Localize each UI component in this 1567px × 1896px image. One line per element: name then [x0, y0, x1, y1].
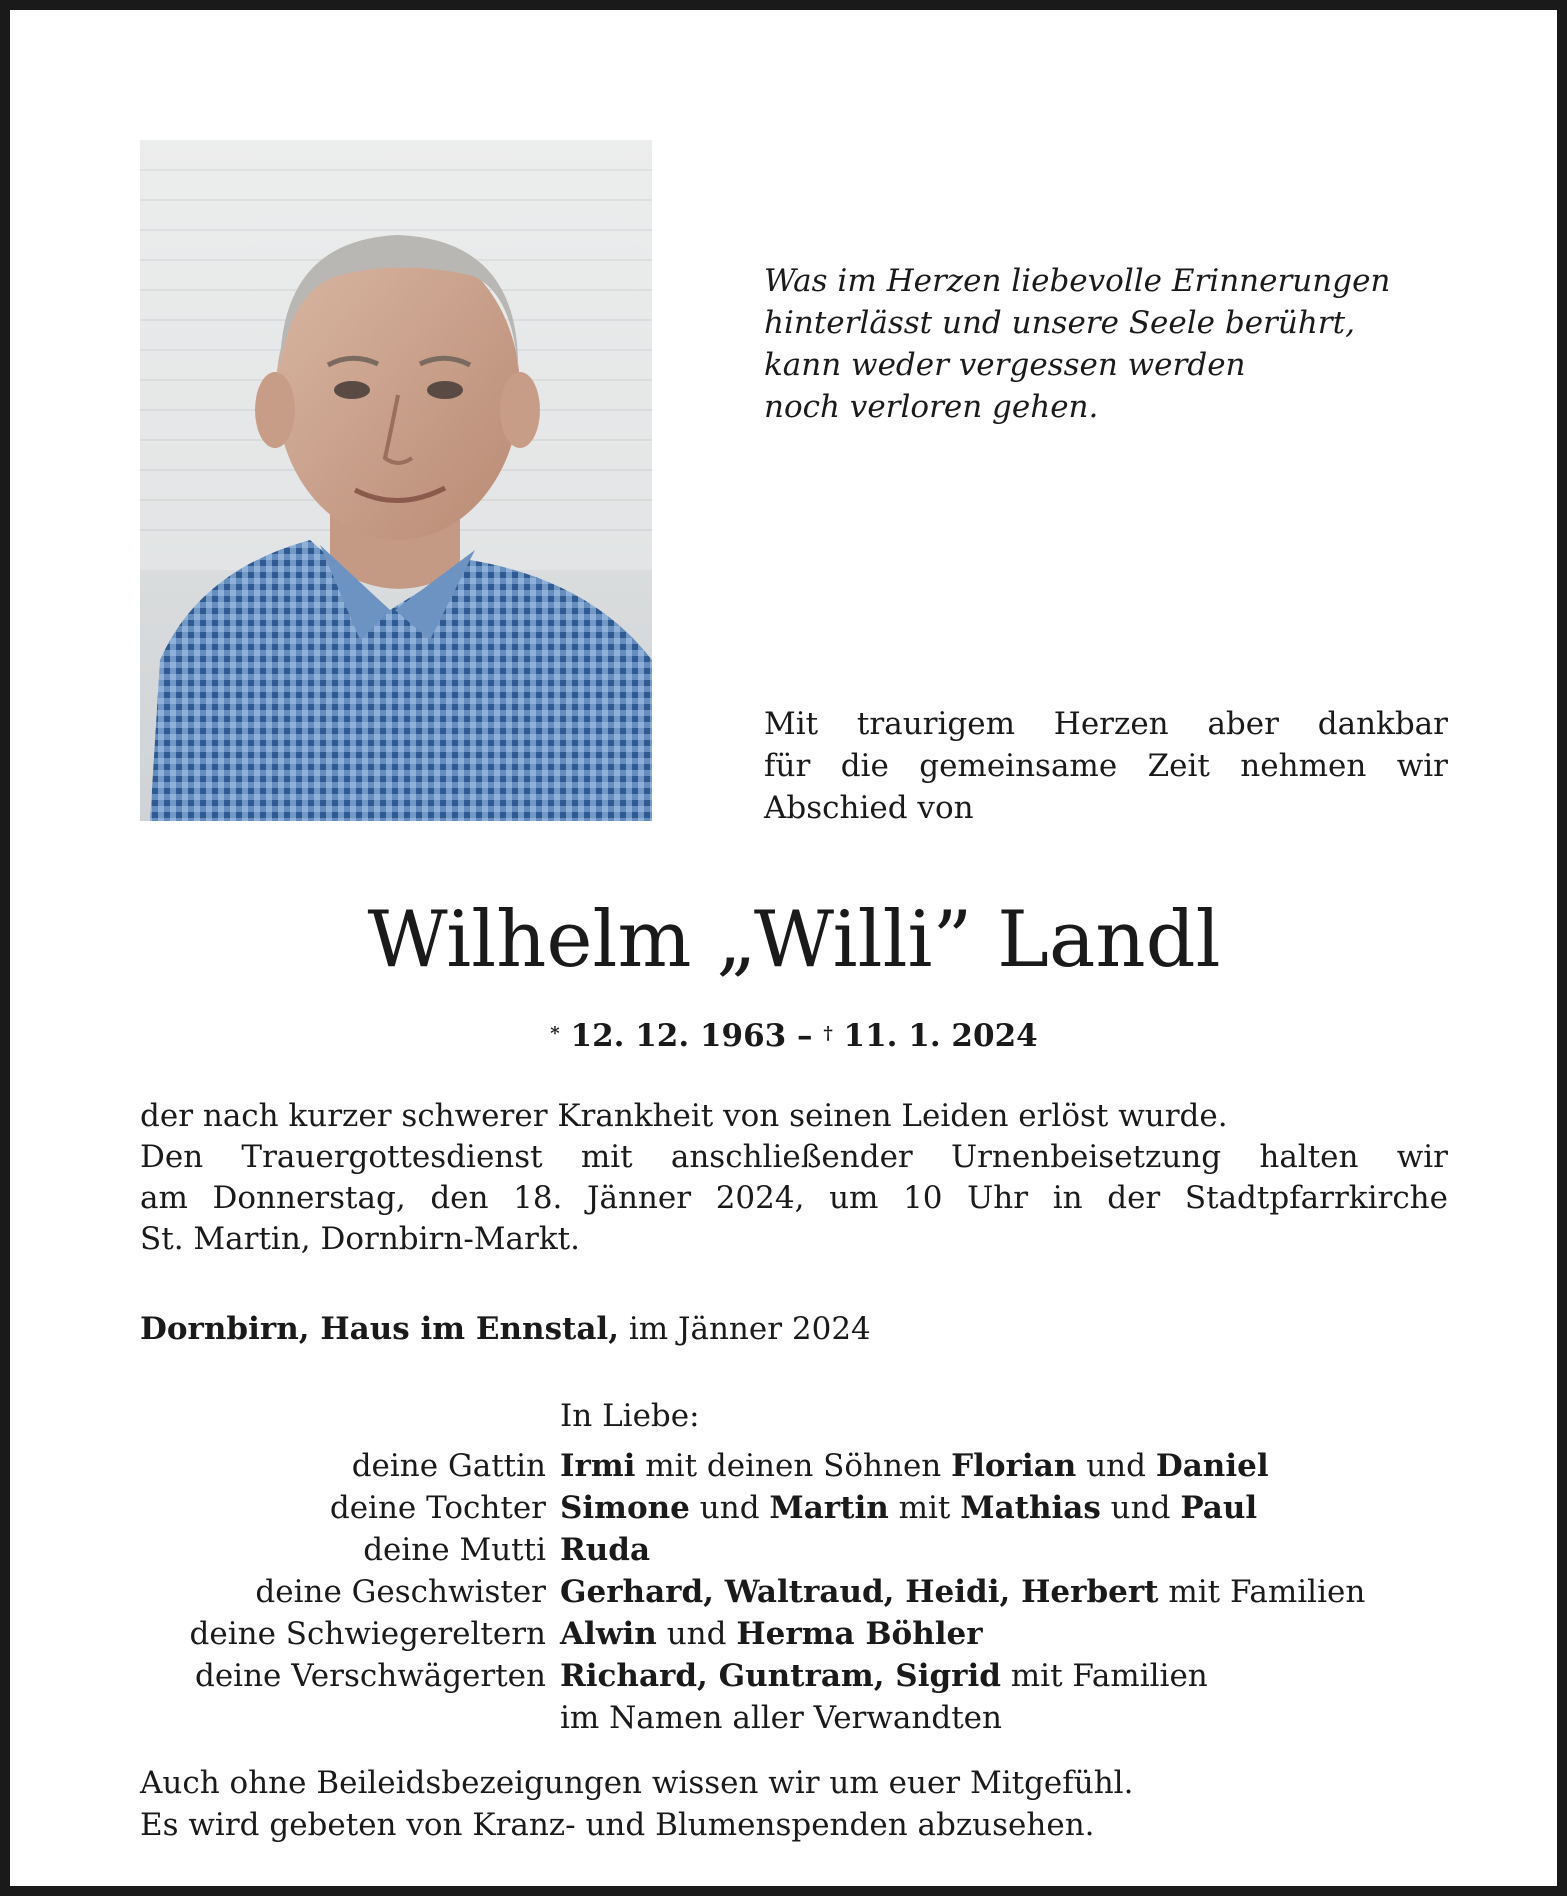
- family-member-name: Gerhard, Waltraud, Heidi, Herbert: [560, 1574, 1159, 1610]
- deceased-name: Wilhelm „Willi” Landl: [367, 895, 1221, 985]
- intro-line: Abschied von: [764, 790, 974, 826]
- family-member-name: Mathias: [960, 1490, 1101, 1526]
- body-line: am Donnerstag, den 18. Jänner 2024, um 10 Uhr in der Stadtpfarrkirche: [140, 1180, 1448, 1216]
- family-relation: [140, 1697, 560, 1739]
- date-separator: –: [786, 1018, 824, 1054]
- family-connector: und: [1100, 1490, 1181, 1526]
- death-symbol: †: [823, 1023, 833, 1044]
- body-line: St. Martin, Dornbirn-Markt.: [140, 1221, 580, 1257]
- family-member-name: Irmi: [560, 1448, 636, 1484]
- family-row: [140, 1487, 1480, 1529]
- closing-line: Auch ohne Beileidsbezeigungen wissen wir um euer Mitgefühl.: [140, 1765, 1134, 1801]
- body-line: der nach kurzer schwerer Krankheit von seinen Leiden erlöst wurde.: [140, 1098, 1228, 1134]
- family-row: [140, 1445, 1480, 1487]
- family-row: [140, 1571, 1480, 1613]
- portrait-illustration: [140, 140, 652, 821]
- family-relation: deine Tochter: [329, 1490, 546, 1526]
- quote-line: kann weder vergessen werden: [764, 347, 1246, 383]
- family-connector: mit deinen Söhnen: [635, 1448, 952, 1484]
- family-connector: mit Familien: [1158, 1574, 1366, 1610]
- family-member-name: Ruda: [560, 1532, 651, 1568]
- death-date: 11. 1. 2024: [843, 1018, 1038, 1054]
- intro-line: Mit traurigem Herzen aber dankbar: [764, 706, 1448, 742]
- family-names: [560, 1529, 1480, 1571]
- family-member-name: Richard, Guntram, Sigrid: [560, 1658, 1001, 1694]
- family-relation: deine Geschwister: [255, 1574, 546, 1610]
- place-date: im Jänner 2024: [619, 1311, 871, 1347]
- family-member-name: Alwin: [560, 1616, 657, 1652]
- family-relation: deine Schwiegereltern: [189, 1616, 546, 1652]
- family-names: [560, 1487, 1480, 1529]
- family-connector: und: [689, 1490, 770, 1526]
- family-names: [560, 1445, 1480, 1487]
- family-member-name: Paul: [1180, 1490, 1258, 1526]
- intro-line: für die gemeinsame Zeit nehmen wir: [764, 748, 1448, 784]
- family-row: [140, 1697, 1480, 1739]
- family-names: [560, 1613, 1480, 1655]
- place-and-date: [140, 1308, 1448, 1350]
- service-announcement: [140, 1096, 1448, 1260]
- life-dates: [140, 1015, 1448, 1057]
- family-relation: deine Gattin: [351, 1448, 546, 1484]
- family-names: [560, 1571, 1480, 1613]
- closing-line: Es wird gebeten von Kranz- und Blumenspenden abzusehen.: [140, 1807, 1095, 1843]
- birth-date: 12. 12. 1963: [570, 1018, 787, 1054]
- portrait-photo: [140, 140, 652, 821]
- body-line: Den Trauergottesdienst mit anschließender Urnenbeisetzung halten wir: [140, 1139, 1448, 1175]
- family-member-name: Simone: [560, 1490, 690, 1526]
- family-row: [140, 1529, 1480, 1571]
- family-names: [560, 1655, 1480, 1697]
- family-connector: und: [1076, 1448, 1156, 1484]
- birth-symbol: *: [550, 1023, 560, 1044]
- memorial-quote: [764, 260, 1464, 428]
- family-list: [140, 1445, 1480, 1739]
- farewell-intro: [764, 703, 1448, 829]
- family-relation: deine Mutti: [363, 1532, 546, 1568]
- family-relation: deine Verschwägerten: [194, 1658, 546, 1694]
- family-member-name: Herma Böhler: [736, 1616, 983, 1652]
- closing-note: [140, 1762, 1448, 1846]
- quote-line: Was im Herzen liebevolle Erinnerungen: [764, 263, 1391, 299]
- family-connector: mit: [888, 1490, 961, 1526]
- family-row: [140, 1613, 1480, 1655]
- family-connector: mit Familien: [1000, 1658, 1208, 1694]
- family-member-name: Daniel: [1155, 1448, 1269, 1484]
- family-member-name: Martin: [769, 1490, 889, 1526]
- family-names: [560, 1697, 1480, 1739]
- family-connector: und: [656, 1616, 737, 1652]
- family-connector: im Namen aller Verwandten: [560, 1700, 1002, 1736]
- family-intro: In Liebe:: [560, 1398, 700, 1434]
- quote-line: hinterlässt und unsere Seele berührt,: [764, 305, 1355, 341]
- quote-line: noch verloren gehen.: [764, 389, 1099, 425]
- place-location: Dornbirn, Haus im Ennstal,: [140, 1311, 620, 1347]
- family-member-name: Florian: [951, 1448, 1077, 1484]
- family-row: [140, 1655, 1480, 1697]
